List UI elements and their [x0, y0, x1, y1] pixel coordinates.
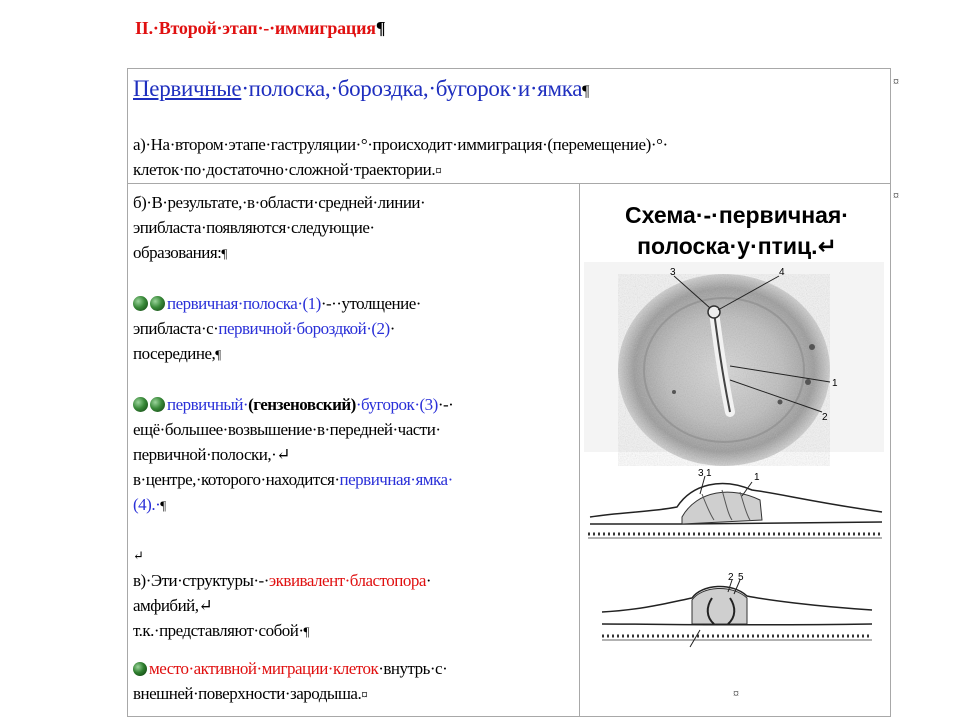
figure-label: 3	[698, 468, 704, 479]
pilcrow-mark: ¶	[375, 18, 386, 38]
term-blastopore: эквивалент·бластопора	[268, 571, 426, 590]
text-span: эпибласта·с·	[133, 319, 219, 338]
intro-line: клеток·по·достаточно·сложной·траектории.	[133, 160, 436, 179]
cell-end-marker: ¤	[893, 74, 899, 88]
longitudinal-section	[588, 468, 882, 538]
text-line: первичной·полоски,·↵	[133, 445, 291, 464]
text-line: амфибий,↵	[133, 596, 213, 615]
cell-end-marker: ¤	[361, 687, 368, 702]
pilcrow-mark: ¶	[303, 624, 309, 639]
green-bullet-icon	[133, 296, 148, 311]
figure-label: 1	[754, 472, 760, 483]
schema-title-line: полоска·у·птиц.↵	[637, 233, 837, 259]
cell-end-marker: ¤	[435, 163, 442, 178]
pilcrow-mark: ¶	[215, 347, 221, 362]
text-span: ·-··утолщение·	[320, 294, 421, 313]
term-migration: место·активной·миграции·клеток	[149, 659, 379, 678]
figure-label: 4	[779, 267, 785, 278]
text-line: б)·В·результате,·в·области·средней·линии·	[133, 193, 426, 212]
pilcrow-mark: ¶	[582, 83, 590, 100]
cell-dot	[672, 390, 676, 394]
term-hensen: (гензеновский)	[248, 395, 356, 414]
line-break-mark: ↵	[133, 548, 144, 563]
text-line: образования:	[133, 243, 222, 262]
topic-title	[133, 76, 589, 102]
intro-line: а)·На·втором·этапе·гаструляции·°·происходит·иммиграция·(перемещение)·°·	[133, 135, 668, 154]
text-line: эпибласта·появляются·следующие·	[133, 218, 375, 237]
text-span: т.к.·представляют·собой·	[133, 621, 304, 640]
figure-label: 2	[728, 572, 734, 583]
text-span: в)·Эти·структуры·-·	[133, 571, 269, 590]
list-item-primitive-streak	[133, 291, 573, 316]
green-bullet-icon	[133, 662, 147, 676]
title-rest: ·полоска,·бороздка,·бугорок·и·ямка	[241, 76, 583, 101]
primitive-streak-figure	[582, 262, 888, 682]
term-node-label: ·бугорок·(3)	[355, 395, 438, 414]
schema-title-line: Схема·-·первичная·	[625, 202, 849, 228]
cell-end-marker: ¤	[733, 686, 739, 700]
cell-end-marker: ¤	[893, 188, 899, 202]
cell-dot	[809, 344, 815, 350]
term-primitive-node: первичный·	[167, 395, 249, 414]
figure-label: 3	[670, 267, 676, 278]
green-bullet-icon	[150, 296, 165, 311]
term-primitive-streak: первичная·полоска·(1)	[167, 294, 321, 313]
text-span: посередине,	[133, 344, 216, 363]
cell-dot	[778, 400, 783, 405]
intro-paragraph	[133, 132, 873, 183]
text-span: ·-·	[437, 395, 454, 414]
text-span: в·центре,·которого·находится·	[133, 470, 340, 489]
text-span: ·внутрь·с·	[378, 659, 448, 678]
figure-label: 1	[832, 378, 838, 389]
cross-section	[602, 572, 872, 647]
title-link-word[interactable]: Первичные	[133, 76, 242, 101]
cell-dot	[805, 379, 811, 385]
text-line: ещё·большее·возвышение·в·передней·части·	[133, 420, 441, 439]
green-bullet-icon	[150, 397, 165, 412]
term-pit-label: (4).·	[133, 495, 161, 514]
figure-label: 2	[822, 412, 828, 423]
section-heading	[135, 18, 385, 39]
term-primitive-groove: первичной·бороздкой·(2)	[218, 319, 390, 338]
figure-label: 5	[738, 572, 744, 583]
text-span: ·	[425, 571, 432, 590]
list-item-migration	[133, 656, 573, 681]
heading-text: II.·Второй·этап·-·иммиграция	[135, 18, 376, 38]
left-column-text	[133, 190, 573, 707]
pilcrow-mark: ¶	[160, 498, 166, 513]
green-bullet-icon	[133, 397, 148, 412]
pilcrow-mark: ¶	[221, 246, 227, 261]
term-primitive-pit: первичная·ямка·	[339, 470, 453, 489]
text-span: ·	[389, 319, 395, 338]
schema-title	[592, 200, 882, 262]
figure-label: 1	[706, 468, 712, 479]
list-item-primitive-node	[133, 392, 573, 417]
text-span: внешней·поверхности·зародыша.	[133, 684, 362, 703]
